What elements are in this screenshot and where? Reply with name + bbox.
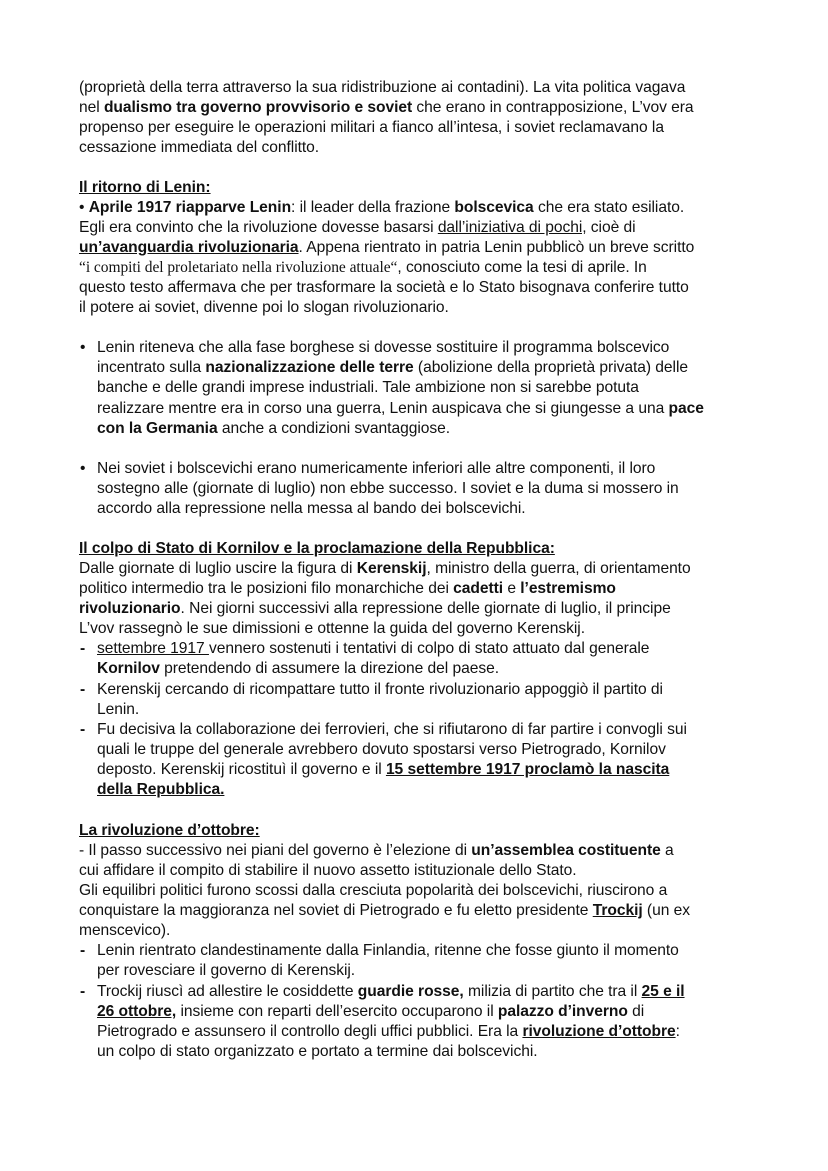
- lenin-paragraph-line: [79, 198, 684, 218]
- text-run: che erano in contrapposizione, L’vov era: [412, 99, 694, 116]
- lenin-paragraph-line: [79, 218, 636, 238]
- bold-term: Aprile 1917 riapparve Lenin: [88, 199, 292, 216]
- kornilov-dash-line: [97, 720, 687, 740]
- text-run: , ministro della guerra, di orientamento: [426, 560, 691, 577]
- bold-term: pace: [668, 400, 704, 417]
- ottobre-dash-line: [97, 961, 355, 981]
- text-run: e: [503, 580, 521, 597]
- bold-term: cadetti: [453, 580, 504, 597]
- lenin-paragraph-line: [79, 278, 689, 298]
- kornilov-dash-line: [97, 740, 666, 760]
- text-run: (un ex: [642, 902, 690, 919]
- lenin-paragraph-line: [79, 238, 694, 258]
- bold-term: nazionalizzazione delle terre: [205, 359, 414, 376]
- bold-underlined-term: 25 e il: [641, 983, 685, 1000]
- text-run: Lenin.: [97, 701, 140, 718]
- section-heading-ottobre: La rivoluzione d’ottobre:: [79, 822, 260, 839]
- text-run: propenso per eseguire le operazioni militari a fianco all’intesa, i soviet reclamavano la: [79, 119, 664, 136]
- dash-marker: -: [80, 942, 86, 959]
- lenin-bullet-line: [97, 459, 655, 479]
- text-run: cioè di: [586, 219, 636, 236]
- text-run: Pietrogrado e assunsero il controllo degli uffici pubblici. Era la: [97, 1023, 523, 1040]
- text-run: . Appena rientrato in patria Lenin pubblicò un breve scritto: [298, 239, 695, 256]
- text-run: insieme con reparti dell’esercito occuparono il: [176, 1003, 498, 1020]
- text-run: a: [660, 842, 674, 859]
- text-run: Trockij riuscì ad allestire le cosiddette: [97, 983, 358, 1000]
- kornilov-line: [79, 599, 671, 619]
- text-run: incentrato sulla: [97, 359, 206, 376]
- ottobre-line: [79, 881, 667, 901]
- ottobre-dash-line: [97, 982, 685, 1002]
- bold-term: bolscevica: [454, 199, 534, 216]
- text-run: milizia di partito che tra il: [463, 983, 642, 1000]
- lenin-bullet-line: [97, 419, 450, 439]
- intro-line: [79, 98, 694, 118]
- text-run: Nei soviet i bolscevichi erano numericamente inferiori alle altre componenti, il loro: [97, 460, 656, 477]
- text-run: Kerenskij cercando di ricompattare tutto il fronte rivoluzionario appoggiò il partito di: [97, 681, 663, 698]
- text-run: realizzare mentre era in corso una guerra, Lenin auspicava che si giungesse a una: [97, 400, 669, 417]
- kornilov-dash-line: [97, 639, 649, 659]
- lenin-bullet-line: [97, 358, 688, 378]
- kornilov-dash-line: [97, 659, 499, 679]
- intro-line: [79, 138, 319, 158]
- bullet-marker: •: [79, 199, 85, 216]
- bold-term: rivoluzionario: [79, 600, 181, 617]
- text-run: vennero sostenuti i tentativi di colpo di stato attuato dal generale: [208, 640, 650, 657]
- text-run: accordo alla repressione nella messa al bando dei bolscevichi.: [97, 500, 526, 517]
- text-run: nel: [79, 99, 104, 116]
- lenin-bullet-line: [97, 338, 669, 358]
- text-run: quali le truppe del generale avrebbero dovuto spostarsi verso Pietrogrado, Kornilov: [97, 741, 666, 758]
- bold-term: l’estremismo: [520, 580, 616, 597]
- text-run: :: [675, 1023, 680, 1040]
- text-run: . Nei giorni successivi alla repressione delle giornate di luglio, il principe: [180, 600, 671, 617]
- bold-underlined-term: un’avanguardia rivoluzionaria: [79, 239, 299, 256]
- section-heading-lenin: Il ritorno di Lenin:: [79, 179, 211, 196]
- text-run: pretendendo di assumere la direzione del paese.: [159, 660, 499, 677]
- ottobre-line: [79, 901, 690, 921]
- text-run: Fu decisiva la collaborazione dei ferrovieri, che si rifiutarono di far partire i convogli sui: [97, 721, 687, 738]
- intro-line: [79, 118, 664, 138]
- bold-term: palazzo d’inverno: [497, 1003, 628, 1020]
- text-run: politico intermedio tra le posizioni filo monarchiche dei: [79, 580, 454, 597]
- text-run: Dalle giornate di luglio uscire la figura di: [79, 560, 357, 577]
- text-run: sostegno alle (giornate di luglio) non ebbe successo. I soviet e la duma si mossero in: [97, 480, 679, 497]
- text-run: banche e delle grandi imprese industriali. Tale ambizione non si sarebbe potuta: [97, 379, 639, 396]
- text-run: (abolizione della proprietà privata) delle: [413, 359, 689, 376]
- kornilov-line: [79, 559, 691, 579]
- text-run: : il leader della frazione: [291, 199, 455, 216]
- ottobre-dash-line: [97, 1002, 644, 1022]
- bold-underlined-term: 15 settembre 1917 proclamò la nascita: [385, 761, 670, 778]
- dash-marker: -: [80, 681, 86, 698]
- lenin-paragraph-line: [79, 258, 647, 278]
- text-run: deposto. Kerenskij ricostituì il governo e il: [97, 761, 386, 778]
- bold-term: un’assemblea costituente: [471, 842, 661, 859]
- underlined-term: dall’iniziativa di pochi,: [437, 219, 587, 236]
- bullet-marker: •: [80, 460, 86, 477]
- text-run: cessazione immediata del conflitto.: [79, 139, 320, 156]
- kornilov-dash-line: [97, 680, 663, 700]
- text-run: menscevico).: [79, 922, 171, 939]
- text-run: per rovesciare il governo di Kerenskij.: [97, 962, 356, 979]
- ottobre-dash-line: [97, 1022, 680, 1042]
- lenin-bullet-line: [97, 479, 679, 499]
- text-run: Lenin riteneva che alla fase borghese si dovesse sostituire il programma bolscevico: [97, 339, 670, 356]
- bold-term: dualismo tra governo provvisorio e soviet: [103, 99, 413, 116]
- bold-term: con la Germania: [97, 420, 218, 437]
- ottobre-line: [79, 841, 674, 861]
- text-run: - Il passo successivo nei piani del governo è l’elezione di: [79, 842, 472, 859]
- text-run: il potere ai soviet, divenne poi lo slogan rivoluzionario.: [79, 299, 449, 316]
- kornilov-dash-line: [97, 780, 224, 800]
- bold-underlined-term: della Repubblica.: [97, 781, 225, 798]
- kornilov-line: [79, 579, 616, 599]
- text-run: anche a condizioni svantaggiose.: [217, 420, 451, 437]
- bold-underlined-term: 26 ottobre,: [97, 1003, 177, 1020]
- text-run: di: [627, 1003, 645, 1020]
- underlined-term: settembre 1917: [97, 640, 209, 657]
- text-run: questo testo affermava che per trasformare la società e lo Stato bisognava conferire tutto: [79, 279, 689, 296]
- bold-underlined-term: Trockij: [592, 902, 643, 919]
- dash-marker: -: [80, 983, 86, 1000]
- text-run: che era stato esiliato.: [533, 199, 685, 216]
- bold-term: Kornilov: [97, 660, 160, 677]
- text-run: , conosciuto come la tesi di aprile. In: [397, 259, 647, 276]
- text-run: Lenin rientrato clandestinamente dalla Finlandia, ritenne che fosse giunto il momento: [97, 942, 679, 959]
- ottobre-line: [79, 861, 577, 881]
- text-run: cui affidare il compito di stabilire il nuovo assetto istituzionale dello Stato.: [79, 862, 577, 879]
- text-run: (proprietà della terra attraverso la sua ridistribuzione ai contadini). La vita politica vagava: [79, 79, 686, 96]
- text-run: Egli era convinto che la rivoluzione dovesse basarsi: [79, 219, 438, 236]
- ottobre-line: [79, 921, 170, 941]
- intro-line: [79, 78, 685, 98]
- kornilov-dash-line: [97, 760, 669, 780]
- text-run: L’vov rassegnò le sue dimissioni e ottenne la guida del governo Kerenskij.: [79, 620, 586, 637]
- lenin-bullet-line: [97, 499, 526, 519]
- lenin-bullet-line: [97, 378, 639, 398]
- bold-term: Kerenskij: [356, 560, 427, 577]
- section-heading-kornilov: Il colpo di Stato di Kornilov e la proclamazione della Repubblica:: [79, 540, 555, 557]
- bullet-marker: •: [80, 339, 86, 356]
- kornilov-line: [79, 619, 585, 639]
- bold-term: guardie rosse,: [357, 983, 464, 1000]
- kornilov-dash-line: [97, 700, 139, 720]
- text-run: conquistare la maggioranza nel soviet di Pietrogrado e fu eletto presidente: [79, 902, 593, 919]
- ottobre-dash-line: [97, 941, 679, 961]
- dash-marker: -: [80, 721, 86, 738]
- text-run: un colpo di stato organizzato e portato a termine dai bolscevichi.: [97, 1043, 538, 1060]
- text-run: Gli equilibri politici furono scossi dalla cresciuta popolarità dei bolscevichi, riuscirono a: [79, 882, 668, 899]
- ottobre-dash-line: [97, 1042, 538, 1062]
- bold-underlined-term: rivoluzione d’ottobre: [522, 1023, 676, 1040]
- lenin-bullet-line: [97, 399, 704, 419]
- dash-marker: -: [80, 640, 86, 657]
- lenin-paragraph-line: [79, 298, 449, 318]
- quoted-title: “i compiti del proletariato nella rivoluzione attuale“: [79, 259, 398, 276]
